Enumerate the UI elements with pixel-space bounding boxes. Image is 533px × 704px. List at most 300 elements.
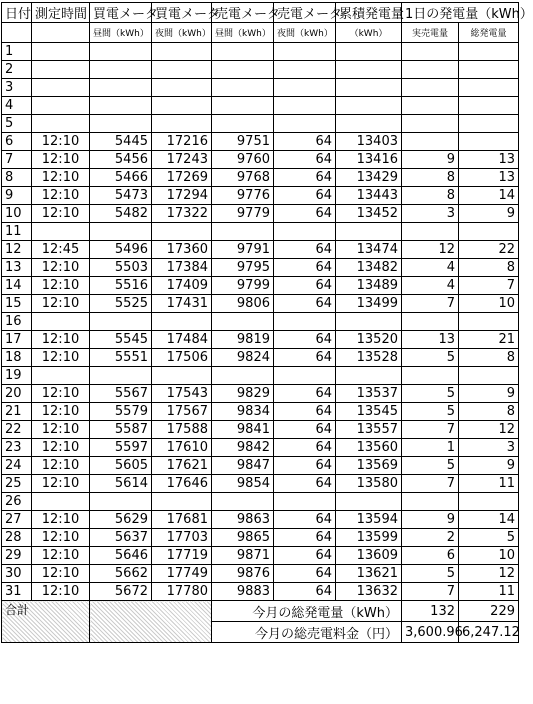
cell-sell-day[interactable] <box>212 43 274 61</box>
cell-daily-total[interactable]: 12 <box>459 421 519 439</box>
cell-buy-day[interactable]: 5605 <box>90 457 152 475</box>
cell-sell-night[interactable]: 64 <box>274 385 336 403</box>
cell-buy-night[interactable] <box>152 115 212 133</box>
cell-day[interactable]: 16 <box>2 313 32 331</box>
cell-daily-sold[interactable] <box>402 115 459 133</box>
cell-daily-sold[interactable]: 5 <box>402 385 459 403</box>
cell-daily-sold[interactable]: 7 <box>402 295 459 313</box>
cell-time[interactable]: 12:10 <box>32 187 90 205</box>
cell-daily-sold[interactable]: 8 <box>402 187 459 205</box>
cell-buy-day[interactable] <box>90 79 152 97</box>
cell-day[interactable]: 24 <box>2 457 32 475</box>
cell-daily-sold[interactable]: 7 <box>402 475 459 493</box>
cell-daily-sold[interactable]: 12 <box>402 241 459 259</box>
cell-time[interactable]: 12:10 <box>32 457 90 475</box>
cell-cumulative[interactable]: 13528 <box>336 349 402 367</box>
cell-sell-day[interactable]: 9834 <box>212 403 274 421</box>
cell-buy-day[interactable] <box>90 115 152 133</box>
cell-daily-total[interactable]: 11 <box>459 583 519 601</box>
cell-day[interactable]: 1 <box>2 43 32 61</box>
cell-daily-total[interactable] <box>459 313 519 331</box>
cell-sell-day[interactable]: 9842 <box>212 439 274 457</box>
cell-buy-night[interactable]: 17216 <box>152 133 212 151</box>
cell-daily-sold[interactable]: 3 <box>402 205 459 223</box>
cell-sell-day[interactable]: 9768 <box>212 169 274 187</box>
cell-buy-day[interactable]: 5516 <box>90 277 152 295</box>
cell-buy-night[interactable]: 17409 <box>152 277 212 295</box>
cell-daily-total[interactable] <box>459 79 519 97</box>
cell-buy-night[interactable] <box>152 79 212 97</box>
cell-sell-day[interactable]: 9751 <box>212 133 274 151</box>
cell-daily-total[interactable]: 10 <box>459 295 519 313</box>
cell-daily-sold[interactable]: 5 <box>402 457 459 475</box>
cell-sell-night[interactable]: 64 <box>274 547 336 565</box>
cell-buy-day[interactable]: 5597 <box>90 439 152 457</box>
cell-cumulative[interactable] <box>336 79 402 97</box>
cell-time[interactable]: 12:10 <box>32 547 90 565</box>
cell-daily-total[interactable]: 13 <box>459 169 519 187</box>
cell-sell-night[interactable]: 64 <box>274 133 336 151</box>
cell-day[interactable]: 27 <box>2 511 32 529</box>
cell-buy-night[interactable]: 17360 <box>152 241 212 259</box>
cell-buy-day[interactable]: 5567 <box>90 385 152 403</box>
cell-day[interactable]: 13 <box>2 259 32 277</box>
cell-sell-night[interactable] <box>274 367 336 385</box>
cell-daily-total[interactable]: 14 <box>459 187 519 205</box>
cell-sell-day[interactable] <box>212 493 274 511</box>
cell-sell-day[interactable]: 9779 <box>212 205 274 223</box>
cell-day[interactable]: 21 <box>2 403 32 421</box>
cell-sell-day[interactable]: 9829 <box>212 385 274 403</box>
cell-buy-night[interactable]: 17294 <box>152 187 212 205</box>
cell-buy-night[interactable]: 17567 <box>152 403 212 421</box>
cell-buy-day[interactable] <box>90 223 152 241</box>
cell-cumulative[interactable]: 13569 <box>336 457 402 475</box>
cell-daily-total[interactable] <box>459 493 519 511</box>
cell-sell-night[interactable]: 64 <box>274 295 336 313</box>
cell-cumulative[interactable]: 13609 <box>336 547 402 565</box>
table-row <box>2 295 519 313</box>
cell-buy-night[interactable]: 17780 <box>152 583 212 601</box>
table-row <box>2 583 519 601</box>
cell-cumulative[interactable]: 13560 <box>336 439 402 457</box>
cell-daily-sold[interactable]: 5 <box>402 403 459 421</box>
cell-day[interactable]: 3 <box>2 79 32 97</box>
cell-time[interactable]: 12:45 <box>32 241 90 259</box>
cell-cumulative[interactable] <box>336 61 402 79</box>
totals-kwh-row <box>2 601 519 622</box>
cell-day[interactable]: 9 <box>2 187 32 205</box>
cell-daily-sold[interactable] <box>402 493 459 511</box>
table-row <box>2 205 519 223</box>
cell-daily-sold[interactable] <box>402 223 459 241</box>
cell-buy-day[interactable]: 5445 <box>90 133 152 151</box>
cell-daily-total[interactable]: 9 <box>459 385 519 403</box>
cell-cumulative[interactable]: 13482 <box>336 259 402 277</box>
cell-time[interactable]: 12:10 <box>32 529 90 547</box>
table-row <box>2 421 519 439</box>
cell-sell-night[interactable] <box>274 97 336 115</box>
cell-buy-night[interactable] <box>152 367 212 385</box>
cell-sell-night[interactable] <box>274 79 336 97</box>
cell-sell-night[interactable]: 64 <box>274 421 336 439</box>
cell-buy-night[interactable]: 17646 <box>152 475 212 493</box>
cell-daily-total[interactable]: 8 <box>459 349 519 367</box>
cell-daily-total[interactable] <box>459 223 519 241</box>
cell-day[interactable]: 4 <box>2 97 32 115</box>
cell-buy-night[interactable]: 17749 <box>152 565 212 583</box>
cell-buy-night[interactable]: 17269 <box>152 169 212 187</box>
cell-time[interactable] <box>32 313 90 331</box>
cell-day[interactable]: 10 <box>2 205 32 223</box>
cell-cumulative[interactable]: 13621 <box>336 565 402 583</box>
cell-sell-night[interactable] <box>274 43 336 61</box>
cell-buy-day[interactable]: 5587 <box>90 421 152 439</box>
cell-time[interactable] <box>32 367 90 385</box>
cell-buy-night[interactable] <box>152 43 212 61</box>
cell-day[interactable]: 5 <box>2 115 32 133</box>
cell-sell-day[interactable] <box>212 367 274 385</box>
cell-daily-sold[interactable]: 9 <box>402 151 459 169</box>
cell-sell-night[interactable]: 64 <box>274 439 336 457</box>
cell-daily-sold[interactable] <box>402 367 459 385</box>
totals-label: 合計 <box>2 601 90 643</box>
cell-buy-day[interactable]: 5496 <box>90 241 152 259</box>
cell-day[interactable]: 8 <box>2 169 32 187</box>
cell-buy-day[interactable]: 5637 <box>90 529 152 547</box>
cell-buy-day[interactable]: 5456 <box>90 151 152 169</box>
cell-sell-night[interactable] <box>274 115 336 133</box>
cell-buy-night[interactable]: 17681 <box>152 511 212 529</box>
cell-buy-day[interactable] <box>90 313 152 331</box>
cell-daily-sold[interactable]: 5 <box>402 349 459 367</box>
cell-daily-total[interactable]: 7 <box>459 277 519 295</box>
cell-daily-sold[interactable]: 6 <box>402 547 459 565</box>
cell-daily-total[interactable] <box>459 61 519 79</box>
cell-buy-night[interactable] <box>152 61 212 79</box>
cell-buy-night[interactable] <box>152 493 212 511</box>
cell-day[interactable]: 28 <box>2 529 32 547</box>
monthly-kwh-total: 229 <box>459 601 519 622</box>
cell-cumulative[interactable] <box>336 43 402 61</box>
cell-sell-night[interactable] <box>274 313 336 331</box>
header-daily-total: 総発電量 <box>459 23 519 43</box>
cell-sell-day[interactable]: 9791 <box>212 241 274 259</box>
cell-day[interactable]: 17 <box>2 331 32 349</box>
cell-buy-day[interactable]: 5525 <box>90 295 152 313</box>
table-row <box>2 79 519 97</box>
cell-day[interactable]: 31 <box>2 583 32 601</box>
cell-time[interactable] <box>32 61 90 79</box>
cell-daily-total[interactable] <box>459 97 519 115</box>
monthly-kwh-label: 今月の総発電量（kWh） <box>212 601 402 622</box>
cell-buy-night[interactable]: 17588 <box>152 421 212 439</box>
table-row <box>2 277 519 295</box>
cell-buy-day[interactable]: 5473 <box>90 187 152 205</box>
cell-daily-total[interactable] <box>459 43 519 61</box>
cell-buy-night[interactable] <box>152 313 212 331</box>
cell-daily-total[interactable] <box>459 133 519 151</box>
cell-sell-day[interactable]: 9871 <box>212 547 274 565</box>
cell-sell-day[interactable] <box>212 115 274 133</box>
cell-day[interactable]: 7 <box>2 151 32 169</box>
cell-buy-day[interactable]: 5551 <box>90 349 152 367</box>
table-row <box>2 331 519 349</box>
cell-daily-sold[interactable]: 8 <box>402 169 459 187</box>
cell-cumulative[interactable]: 13416 <box>336 151 402 169</box>
cell-sell-day[interactable]: 9760 <box>212 151 274 169</box>
cell-sell-night[interactable]: 64 <box>274 241 336 259</box>
header-row-1 <box>2 3 519 23</box>
cell-buy-day[interactable] <box>90 493 152 511</box>
cell-buy-day[interactable]: 5545 <box>90 331 152 349</box>
cell-sell-night[interactable]: 64 <box>274 259 336 277</box>
cell-daily-sold[interactable] <box>402 97 459 115</box>
cell-day[interactable]: 11 <box>2 223 32 241</box>
cell-day[interactable]: 14 <box>2 277 32 295</box>
cell-daily-sold[interactable] <box>402 79 459 97</box>
cell-buy-night[interactable] <box>152 223 212 241</box>
cell-daily-total[interactable]: 9 <box>459 457 519 475</box>
cell-time[interactable]: 12:10 <box>32 331 90 349</box>
header-sell-day-unit: 昼間（kWh） <box>212 23 274 43</box>
cell-day[interactable]: 22 <box>2 421 32 439</box>
cell-cumulative[interactable]: 13429 <box>336 169 402 187</box>
cell-day[interactable]: 15 <box>2 295 32 313</box>
cell-daily-total[interactable]: 10 <box>459 547 519 565</box>
cell-daily-sold[interactable]: 4 <box>402 277 459 295</box>
cell-time[interactable] <box>32 115 90 133</box>
cell-daily-sold[interactable]: 1 <box>402 439 459 457</box>
cell-buy-day[interactable]: 5646 <box>90 547 152 565</box>
cell-cumulative[interactable] <box>336 493 402 511</box>
cell-buy-night[interactable]: 17621 <box>152 457 212 475</box>
cell-cumulative[interactable]: 13489 <box>336 277 402 295</box>
cell-cumulative[interactable]: 13580 <box>336 475 402 493</box>
table-row <box>2 97 519 115</box>
cell-daily-sold[interactable] <box>402 133 459 151</box>
cell-cumulative[interactable]: 13403 <box>336 133 402 151</box>
cell-cumulative[interactable]: 13443 <box>336 187 402 205</box>
cell-daily-total[interactable]: 13 <box>459 151 519 169</box>
cell-sell-night[interactable] <box>274 493 336 511</box>
cell-daily-sold[interactable] <box>402 313 459 331</box>
cell-time[interactable] <box>32 43 90 61</box>
cell-day[interactable]: 20 <box>2 385 32 403</box>
cell-buy-night[interactable]: 17506 <box>152 349 212 367</box>
cell-buy-night[interactable]: 17719 <box>152 547 212 565</box>
cell-daily-total[interactable]: 12 <box>459 565 519 583</box>
cell-buy-night[interactable] <box>152 97 212 115</box>
cell-buy-night[interactable]: 17703 <box>152 529 212 547</box>
cell-daily-total[interactable]: 8 <box>459 259 519 277</box>
cell-buy-day[interactable]: 5579 <box>90 403 152 421</box>
cell-cumulative[interactable]: 13520 <box>336 331 402 349</box>
cell-buy-day[interactable] <box>90 61 152 79</box>
cell-time[interactable]: 12:10 <box>32 133 90 151</box>
cell-sell-day[interactable] <box>212 97 274 115</box>
cell-day[interactable]: 19 <box>2 367 32 385</box>
cell-sell-night[interactable]: 64 <box>274 511 336 529</box>
cell-sell-night[interactable] <box>274 61 336 79</box>
cell-time[interactable] <box>32 493 90 511</box>
cell-sell-day[interactable]: 9824 <box>212 349 274 367</box>
cell-sell-day[interactable]: 9876 <box>212 565 274 583</box>
cell-buy-night[interactable]: 17543 <box>152 385 212 403</box>
cell-buy-day[interactable]: 5629 <box>90 511 152 529</box>
cell-sell-day[interactable] <box>212 79 274 97</box>
cell-time[interactable]: 12:10 <box>32 259 90 277</box>
cell-buy-day[interactable] <box>90 43 152 61</box>
cell-buy-night[interactable]: 17610 <box>152 439 212 457</box>
cell-sell-day[interactable]: 9883 <box>212 583 274 601</box>
cell-sell-day[interactable]: 9854 <box>212 475 274 493</box>
cell-day[interactable]: 23 <box>2 439 32 457</box>
cell-buy-day[interactable]: 5672 <box>90 583 152 601</box>
cell-sell-night[interactable] <box>274 223 336 241</box>
cell-day[interactable]: 29 <box>2 547 32 565</box>
cell-daily-total[interactable]: 11 <box>459 475 519 493</box>
cell-time[interactable]: 12:10 <box>32 511 90 529</box>
table-row <box>2 385 519 403</box>
cell-daily-total[interactable]: 3 <box>459 439 519 457</box>
cell-sell-night[interactable]: 64 <box>274 403 336 421</box>
cell-cumulative[interactable]: 13632 <box>336 583 402 601</box>
cell-buy-day[interactable]: 5662 <box>90 565 152 583</box>
cell-day[interactable]: 18 <box>2 349 32 367</box>
cell-cumulative[interactable]: 13452 <box>336 205 402 223</box>
cell-sell-day[interactable]: 9806 <box>212 295 274 313</box>
cell-buy-night[interactable]: 17243 <box>152 151 212 169</box>
table-row <box>2 241 519 259</box>
cell-daily-total[interactable]: 9 <box>459 205 519 223</box>
cell-daily-sold[interactable]: 7 <box>402 421 459 439</box>
cell-sell-night[interactable]: 64 <box>274 529 336 547</box>
cell-sell-day[interactable]: 9819 <box>212 331 274 349</box>
cell-daily-sold[interactable] <box>402 61 459 79</box>
cell-sell-day[interactable] <box>212 61 274 79</box>
cell-buy-night[interactable]: 17322 <box>152 205 212 223</box>
cell-cumulative[interactable] <box>336 313 402 331</box>
cell-day[interactable]: 25 <box>2 475 32 493</box>
cell-sell-day[interactable]: 9841 <box>212 421 274 439</box>
cell-buy-day[interactable] <box>90 367 152 385</box>
cell-time[interactable]: 12:10 <box>32 169 90 187</box>
header-cumulative-unit: （kWh） <box>336 23 402 43</box>
cell-buy-night[interactable]: 17431 <box>152 295 212 313</box>
cell-time[interactable]: 12:10 <box>32 439 90 457</box>
cell-daily-total[interactable]: 14 <box>459 511 519 529</box>
cell-daily-sold[interactable]: 2 <box>402 529 459 547</box>
cell-sell-night[interactable]: 64 <box>274 583 336 601</box>
cell-time[interactable]: 12:10 <box>32 349 90 367</box>
cell-buy-day[interactable] <box>90 97 152 115</box>
cell-time[interactable]: 12:10 <box>32 403 90 421</box>
cell-sell-day[interactable]: 9799 <box>212 277 274 295</box>
header-buy-day-unit: 昼間（kWh） <box>90 23 152 43</box>
cell-day[interactable]: 12 <box>2 241 32 259</box>
cell-sell-day[interactable]: 9865 <box>212 529 274 547</box>
cell-sell-night[interactable]: 64 <box>274 151 336 169</box>
cell-buy-day[interactable]: 5482 <box>90 205 152 223</box>
cell-time[interactable] <box>32 97 90 115</box>
cell-time[interactable]: 12:10 <box>32 151 90 169</box>
cell-sell-night[interactable]: 64 <box>274 349 336 367</box>
cell-buy-day[interactable]: 5614 <box>90 475 152 493</box>
cell-daily-total[interactable]: 5 <box>459 529 519 547</box>
cell-buy-night[interactable]: 17384 <box>152 259 212 277</box>
cell-cumulative[interactable]: 13557 <box>336 421 402 439</box>
cell-cumulative[interactable]: 13545 <box>336 403 402 421</box>
cell-daily-total[interactable] <box>459 115 519 133</box>
cell-cumulative[interactable]: 13537 <box>336 385 402 403</box>
cell-time[interactable]: 12:10 <box>32 205 90 223</box>
cell-sell-night[interactable]: 64 <box>274 331 336 349</box>
cell-sell-day[interactable] <box>212 223 274 241</box>
cell-day[interactable]: 30 <box>2 565 32 583</box>
header-buy-day: 買電メータ <box>90 3 152 23</box>
cell-sell-day[interactable]: 9795 <box>212 259 274 277</box>
cell-sell-day[interactable]: 9776 <box>212 187 274 205</box>
cell-sell-night[interactable]: 64 <box>274 457 336 475</box>
cell-daily-total[interactable]: 8 <box>459 403 519 421</box>
cell-daily-total[interactable] <box>459 367 519 385</box>
cell-daily-total[interactable]: 22 <box>459 241 519 259</box>
cell-time[interactable]: 12:10 <box>32 295 90 313</box>
cell-sell-night[interactable]: 64 <box>274 277 336 295</box>
cell-time[interactable]: 12:10 <box>32 421 90 439</box>
cell-cumulative[interactable]: 13599 <box>336 529 402 547</box>
cell-cumulative[interactable] <box>336 367 402 385</box>
cell-time[interactable]: 12:10 <box>32 565 90 583</box>
cell-sell-night[interactable]: 64 <box>274 169 336 187</box>
cell-buy-day[interactable]: 5503 <box>90 259 152 277</box>
cell-daily-sold[interactable]: 4 <box>402 259 459 277</box>
table-row <box>2 475 519 493</box>
cell-sell-night[interactable]: 64 <box>274 205 336 223</box>
cell-daily-sold[interactable]: 7 <box>402 583 459 601</box>
cell-buy-night[interactable]: 17484 <box>152 331 212 349</box>
cell-cumulative[interactable]: 13499 <box>336 295 402 313</box>
cell-cumulative[interactable]: 13474 <box>336 241 402 259</box>
cell-cumulative[interactable]: 13594 <box>336 511 402 529</box>
cell-cumulative[interactable] <box>336 223 402 241</box>
cell-sell-day[interactable]: 9863 <box>212 511 274 529</box>
cell-sell-night[interactable]: 64 <box>274 187 336 205</box>
cell-time[interactable] <box>32 223 90 241</box>
cell-sell-day[interactable]: 9847 <box>212 457 274 475</box>
cell-time[interactable]: 12:10 <box>32 385 90 403</box>
cell-day[interactable]: 26 <box>2 493 32 511</box>
cell-daily-sold[interactable]: 5 <box>402 565 459 583</box>
cell-time[interactable]: 12:10 <box>32 475 90 493</box>
cell-buy-day[interactable]: 5466 <box>90 169 152 187</box>
cell-cumulative[interactable] <box>336 97 402 115</box>
cell-time[interactable]: 12:10 <box>32 583 90 601</box>
cell-time[interactable] <box>32 79 90 97</box>
cell-daily-sold[interactable]: 13 <box>402 331 459 349</box>
cell-sell-night[interactable]: 64 <box>274 565 336 583</box>
cell-day[interactable]: 6 <box>2 133 32 151</box>
cell-daily-sold[interactable] <box>402 43 459 61</box>
cell-daily-total[interactable]: 21 <box>459 331 519 349</box>
cell-daily-sold[interactable]: 9 <box>402 511 459 529</box>
cell-cumulative[interactable] <box>336 115 402 133</box>
cell-time[interactable]: 12:10 <box>32 277 90 295</box>
cell-sell-day[interactable] <box>212 313 274 331</box>
cell-day[interactable]: 2 <box>2 61 32 79</box>
cell-sell-night[interactable]: 64 <box>274 475 336 493</box>
